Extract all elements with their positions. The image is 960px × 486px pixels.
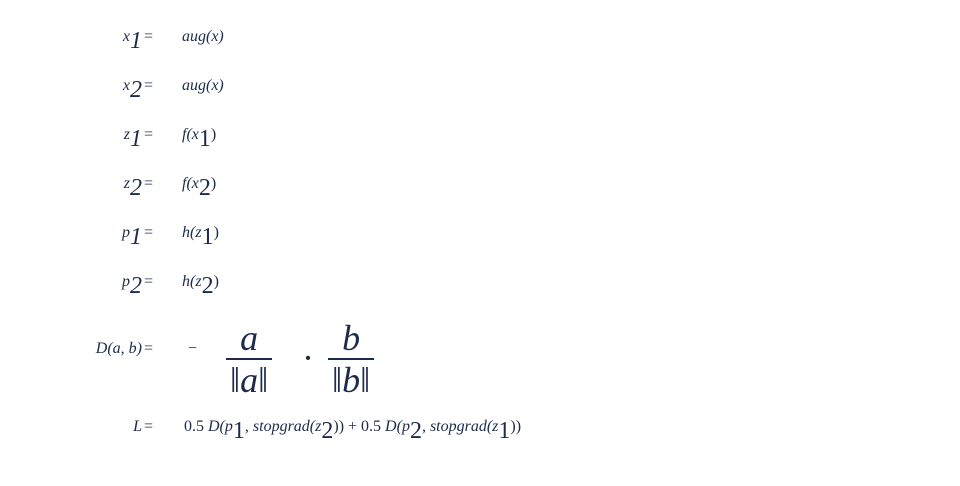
equation-x2 xyxy=(0,77,960,117)
denominator: ‖a‖ xyxy=(230,360,269,400)
eq-lhs: $z_2$ xyxy=(123,175,142,201)
eq-lhs: $p_2$ xyxy=(122,273,142,299)
numerator: a xyxy=(226,318,272,360)
eq-lhs: $x_1$ xyxy=(122,28,142,54)
eq-lhs: $z_1$ xyxy=(123,126,142,152)
equation-p2 xyxy=(0,273,960,313)
equation-p1 xyxy=(0,224,960,264)
minus-sign: − xyxy=(188,340,198,357)
eq-lhs: $p_1$ xyxy=(122,224,142,250)
equation-z2 xyxy=(0,175,960,215)
eq-rhs: $h(z_2)$ xyxy=(182,273,219,299)
equals-sign: = xyxy=(144,126,154,143)
dot-operator: · xyxy=(302,338,314,378)
equals-sign: = xyxy=(144,175,154,192)
equals-sign: = xyxy=(144,224,154,241)
fraction-a xyxy=(226,318,272,400)
eq-rhs: aug(x) xyxy=(182,28,224,45)
eq-lhs: D(a, b) xyxy=(95,340,142,357)
eq-rhs: $h(z_1)$ xyxy=(182,224,219,250)
equals-sign: = xyxy=(144,340,154,357)
equation-cosine xyxy=(0,340,960,380)
equals-sign: = xyxy=(144,77,154,94)
eq-lhs: L xyxy=(133,418,142,435)
equation-z1 xyxy=(0,126,960,166)
equation-x1 xyxy=(0,28,960,68)
denominator: ‖b‖ xyxy=(332,360,371,400)
equals-sign: = xyxy=(144,418,154,435)
numerator: b xyxy=(328,318,374,360)
eq-lhs: $x_2$ xyxy=(122,77,142,103)
eq-rhs: $f(x_1)$ xyxy=(182,126,217,152)
eq-rhs: aug(x) xyxy=(182,77,224,94)
equation-loss xyxy=(0,418,960,458)
fraction-b xyxy=(328,318,374,400)
eq-rhs: $f(x_2)$ xyxy=(182,175,217,201)
eq-rhs: 0.5 $D(p_1$, $stopgrad(z_2)) + 0.5$ $D(p_2$, $stopgrad(z_1)$) xyxy=(184,418,522,444)
equals-sign: = xyxy=(144,28,154,45)
equals-sign: = xyxy=(144,273,154,290)
